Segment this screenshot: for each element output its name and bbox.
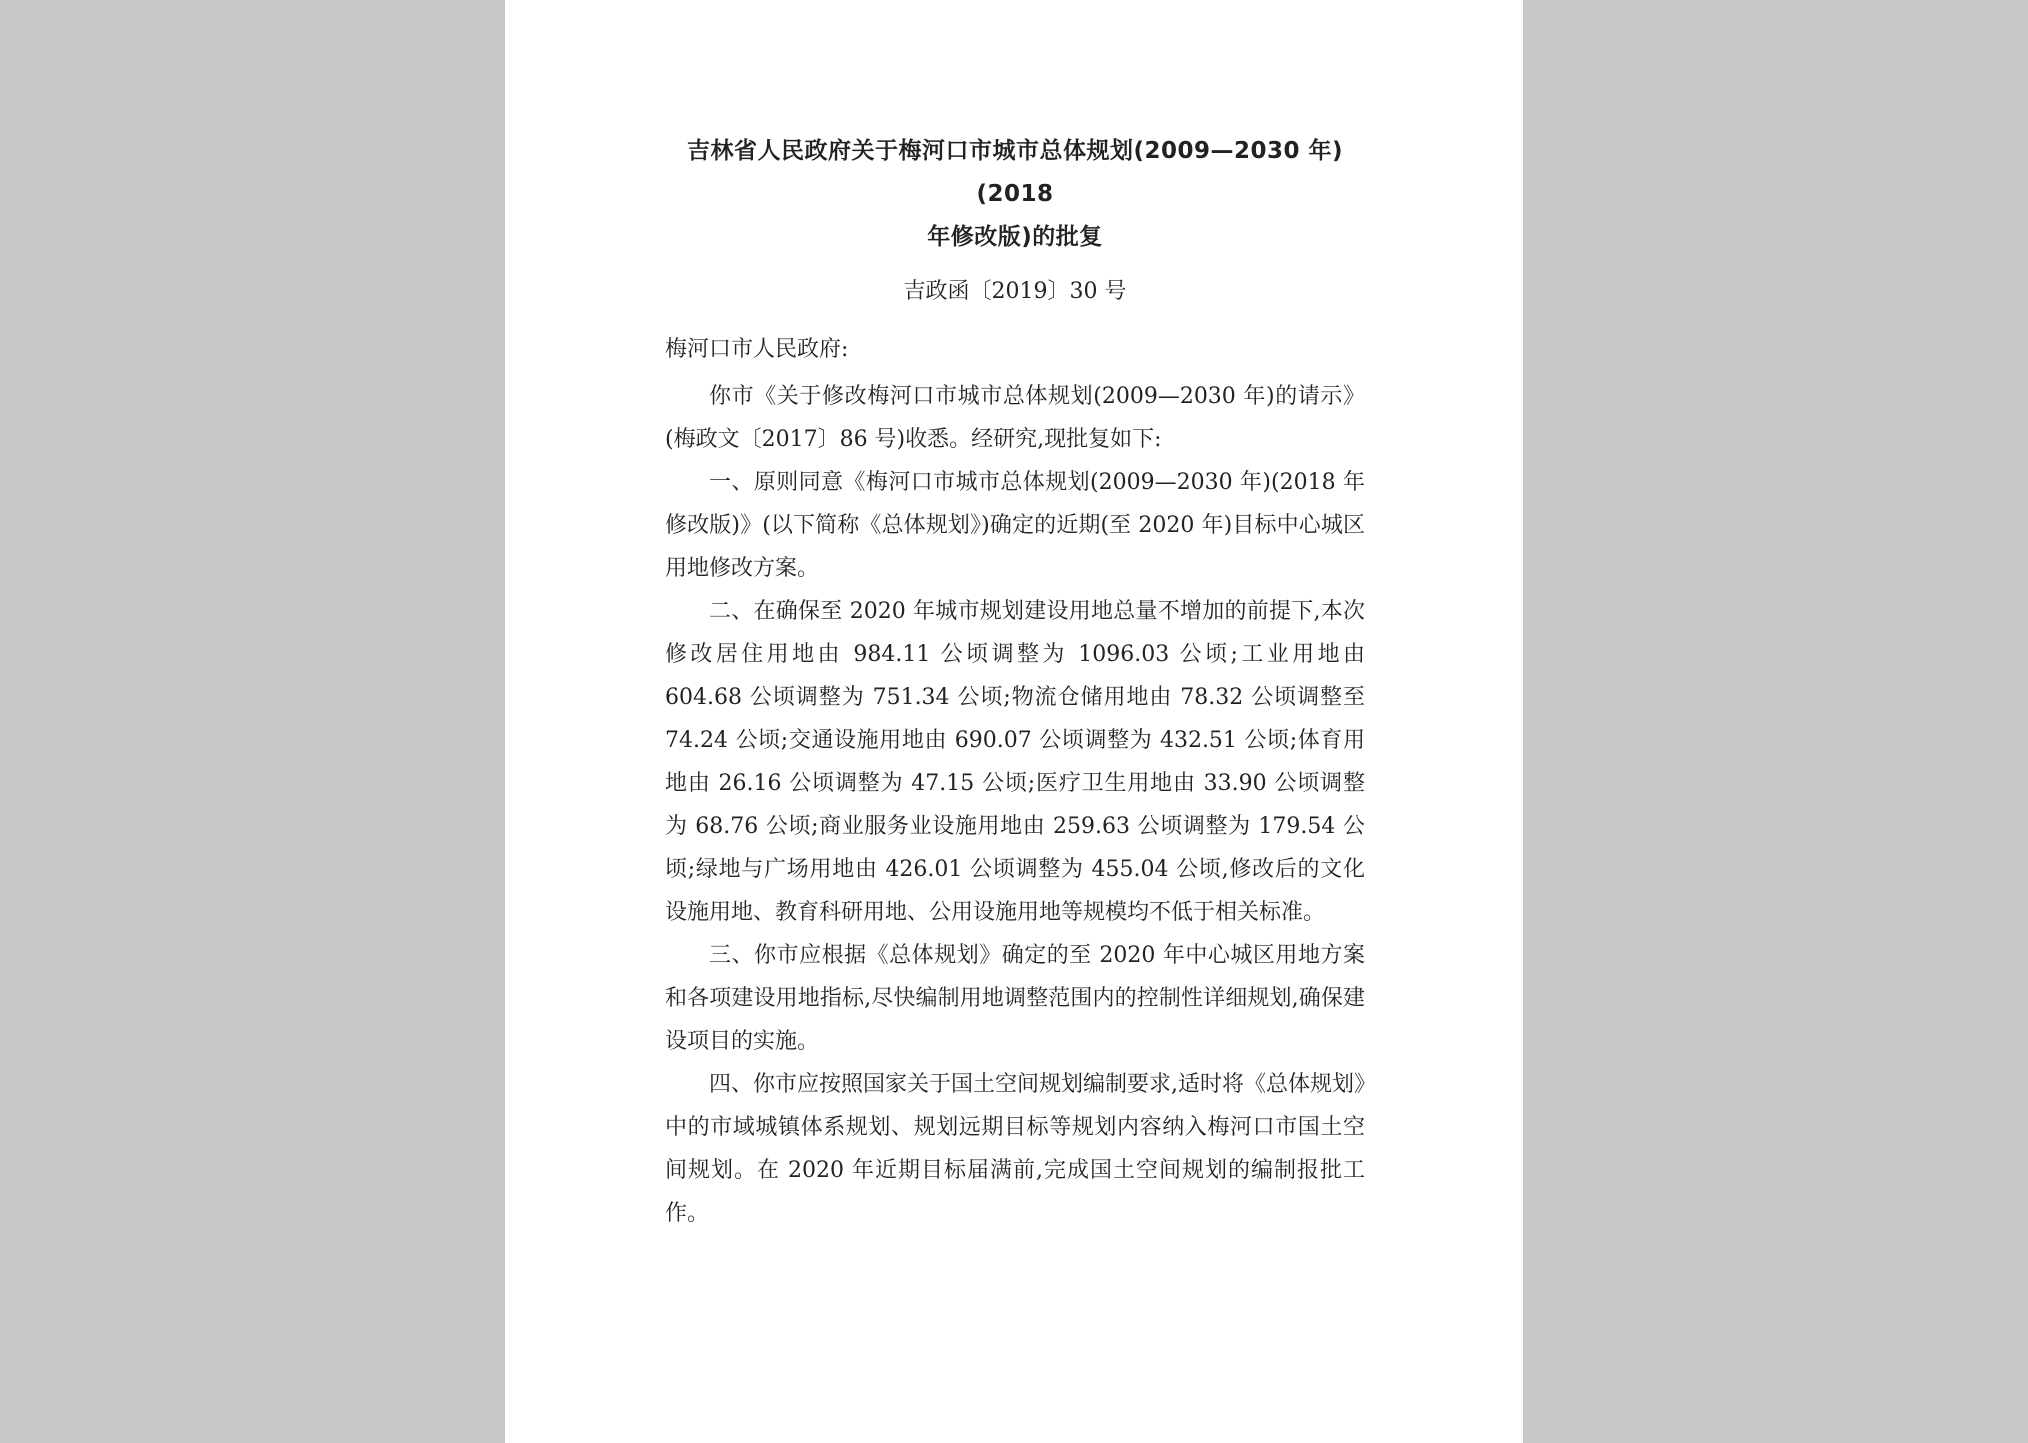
document-number: 吉政函〔2019〕30 号 (903, 279, 1127, 304)
title-line-2: 年修改版)的批复 (927, 224, 1103, 250)
salutation: 梅河口市人民政府: (665, 337, 849, 362)
paragraph-4: 四、你市应按照国家关于国土空间规划编制要求,适时将《总体规划》中的市域城镇体系规划、规划远期目标等规划内容纳入梅河口市国土空间规划。在 2020 年近期目标届满前,完成国土空间规划的编制报批工作。 (665, 1072, 1365, 1226)
title-line-1: 吉林省人民政府关于梅河口市城市总体规划(2009—2030 年)(2018 (686, 138, 1344, 207)
paragraph-3: 三、你市应根据《总体规划》确定的至 2020 年中心城区用地方案和各项建设用地指标,尽快编制用地调整范围内的控制性详细规划,确保建设项目的实施。 (665, 943, 1365, 1054)
paragraph-2: 二、在确保至 2020 年城市规划建设用地总量不增加的前提下,本次修改居住用地由 984.11 公顷调整为 1096.03 公顷;工业用地由 604.68 公顷调整为 751.34 公顷;物流仓储用地由 78.32 公顷调整至 74.24 公顷;交通设施用地由 690.07 公顷调整为 432.51 公顷;体育用地由 26.16 公顷调整为 47.15 公顷;医疗卫生用地由 33.90 公顷调整为 68.76 公顷;商业服务业设施用地由 259.63 公顷调整为 179.54 公顷;绿地与广场用地由 426.01 公顷调整为 455.04 公顷,修改后的文化设施用地、教育科研用地、公用设施用地等规模均不低于相关标准。 (665, 599, 1365, 925)
paragraph-intro: 你市《关于修改梅河口市城市总体规划(2009—2030 年)的请示》(梅政文〔2017〕86 号)收悉。经研究,现批复如下: (665, 384, 1365, 452)
document-title (665, 130, 1365, 259)
document-content (665, 130, 1365, 1235)
paragraph-1: 一、原则同意《梅河口市城市总体规划(2009—2030 年)(2018 年修改版)》(以下简称《总体规划》)确定的近期(至 2020 年)目标中心城区用地修改方案。 (665, 470, 1365, 581)
document-page (505, 0, 1523, 1443)
